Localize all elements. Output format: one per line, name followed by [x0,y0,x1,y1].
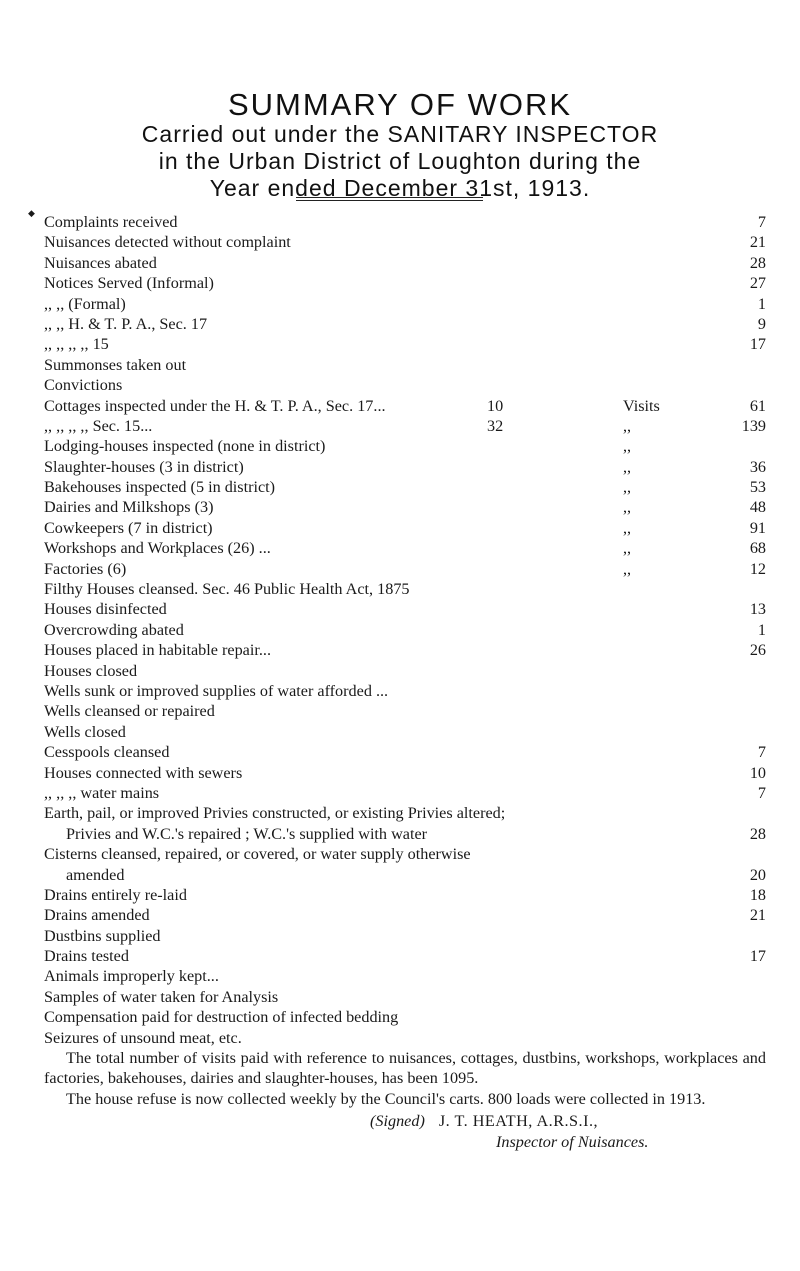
item-value: 28 [749,824,766,843]
item-value: 12 [749,559,766,578]
item-count: 32 [487,416,504,435]
item-value: 53 [749,478,766,497]
list-item [44,355,766,375]
list-item [44,885,766,905]
list-item [44,334,766,354]
list-item [44,661,766,681]
list-item [44,314,766,334]
signed-label: (Signed) [370,1112,425,1130]
list-item [44,926,766,946]
item-value: 21 [749,233,766,252]
list-item [44,253,766,273]
item-label: Houses disinfected [44,600,167,619]
item-unit: ,, [623,539,632,558]
list-item [44,232,766,252]
item-label: Summonses taken out [44,355,187,374]
heading [0,88,800,202]
list-item [44,416,766,436]
item-label: Dairies and Milkshops (3) [44,498,214,517]
item-value: 13 [749,600,766,619]
item-value: 36 [749,457,766,476]
item-label: Overcrowding abated [44,620,184,639]
item-label: Cottages inspected under the H. & T. P. A., Sec. 17... [44,396,386,415]
item-label: Samples of water taken for Analysis [44,987,279,1006]
item-label: Lodging-houses inspected (none in district) [44,437,326,456]
item-unit: ,, [623,457,632,476]
item-label: ,, ,, ,, ,, 15 [44,335,109,354]
page-title: SUMMARY OF WORK [227,87,573,122]
item-label: ,, ,, H. & T. P. A., Sec. 17 [44,314,208,333]
list-item [44,640,766,660]
signatory-title: Inspector of Nuisances. [496,1133,649,1151]
list-item [44,518,766,538]
item-label: Houses closed [44,661,138,680]
item-unit: ,, [623,416,632,435]
item-label: ,, ,, ,, ,, Sec. 15... [44,416,153,435]
item-label: Animals improperly kept... [44,967,219,986]
item-value: 18 [749,885,766,904]
list-item [44,477,766,497]
signature-line [370,1111,598,1131]
item-label: Wells sunk or improved supplies of water afforded ... [44,681,389,700]
item-value: 7 [757,783,766,802]
list-item [44,722,766,742]
item-label: Wells cleansed or repaired [44,702,215,721]
item-unit: Visits [623,396,660,415]
item-label: Slaughter-houses (3 in district) [44,457,244,476]
item-label: Nuisances detected without complaint [44,233,291,252]
list-item [44,742,766,762]
item-count: 10 [487,396,504,415]
list-item [44,294,766,314]
subtitle-line-3: Year ended December 31st, 1913. [209,175,591,201]
list-item [44,681,766,701]
item-value: 21 [749,906,766,925]
list-item [44,1028,766,1048]
bullet-mark: ◆ [28,208,35,218]
double-rule [296,197,483,203]
list-item [44,824,766,844]
item-label: Dustbins supplied [44,926,161,945]
item-label: Filthy Houses cleansed. Sec. 46 Public Health Act, 1875 [44,580,410,599]
item-label-continued: Privies and W.C.'s repaired ; W.C.'s supplied with water [66,824,428,843]
item-value: 10 [749,763,766,782]
list-item [44,763,766,783]
item-label: Earth, pail, or improved Privies constructed, or existing Privies altered; [44,804,506,823]
item-label: Cisterns cleansed, repaired, or covered, or water supply otherwise [44,845,471,864]
list-item [44,865,766,885]
item-label: Notices Served (Informal) [44,274,214,293]
item-label: ,, ,, ,, water mains [44,783,160,802]
item-label: Houses connected with sewers [44,763,243,782]
item-label: Complaints received [44,213,178,231]
item-label: ,, ,, (Formal) [44,294,126,313]
item-label: Convictions [44,376,123,395]
item-value: 17 [749,947,766,966]
item-value: 139 [741,416,766,435]
item-unit: ,, [623,437,632,456]
subtitle-line-1: Carried out under the SANITARY INSPECTOR [141,121,659,147]
item-unit: ,, [623,559,632,578]
item-value: 61 [749,396,766,415]
item-label: Workshops and Workplaces (26) ... [44,539,271,558]
item-label: Bakehouses inspected (5 in district) [44,478,276,497]
list-item [44,1007,766,1027]
list-item [44,579,766,599]
list-item [44,783,766,803]
list-item [44,905,766,925]
list-item [44,273,766,293]
item-value: 28 [749,253,766,272]
list-item [44,946,766,966]
signatory-name: J. T. HEATH, A.R.S.I., [438,1112,599,1130]
item-label: Cesspools cleansed [44,743,170,762]
item-value: 7 [757,743,766,762]
list-item [44,436,766,456]
list-item [44,538,766,558]
item-label: Houses placed in habitable repair... [44,641,271,660]
item-label: Factories (6) [44,559,127,578]
item-label: Drains amended [44,906,150,925]
item-value: 1 [757,620,766,639]
item-label: Wells closed [44,722,126,741]
list-item [44,599,766,619]
list-item [44,559,766,579]
list-item [44,803,766,823]
item-value: 48 [749,498,766,517]
item-value: 1 [757,294,766,313]
item-label: Drains tested [44,947,129,966]
paragraph-total-visits: The total number of visits paid with reference to nuisances, cottages, dustbins, workshops, workplaces and factories, bakehouses, dairies and slaughter-houses, has been 1095. [44,1049,766,1088]
item-label: Cowkeepers (7 in district) [44,518,213,537]
item-value: 9 [757,314,766,333]
subtitle-line-2: in the Urban District of Loughton during the [158,148,642,174]
list-item [44,966,766,986]
item-unit: ,, [623,478,632,497]
item-value: 20 [749,865,766,884]
item-value: 17 [749,335,766,354]
item-label: Seizures of unsound meat, etc. [44,1028,242,1047]
item-unit: ,, [623,498,632,517]
item-label: Drains entirely re-laid [44,885,187,904]
list-item [44,396,766,416]
item-value: 7 [757,213,766,231]
list-item [44,212,766,232]
list-item [44,457,766,477]
item-label-continued: amended [66,865,125,884]
item-value: 68 [749,539,766,558]
list-item [44,844,766,864]
item-label: Compensation paid for destruction of infected bedding [44,1008,399,1027]
item-value: 26 [749,641,766,660]
list-item [44,987,766,1007]
list-item [44,375,766,395]
item-value: 91 [749,518,766,537]
item-value: 27 [749,274,766,293]
paragraph-refuse: The house refuse is now collected weekly by the Council's carts. 800 loads were collected in 1913. [66,1090,706,1108]
list-item [44,701,766,721]
list-item [44,497,766,517]
item-unit: ,, [623,518,632,537]
item-label: Nuisances abated [44,253,157,272]
summary-list [44,212,766,1048]
list-item [44,620,766,640]
